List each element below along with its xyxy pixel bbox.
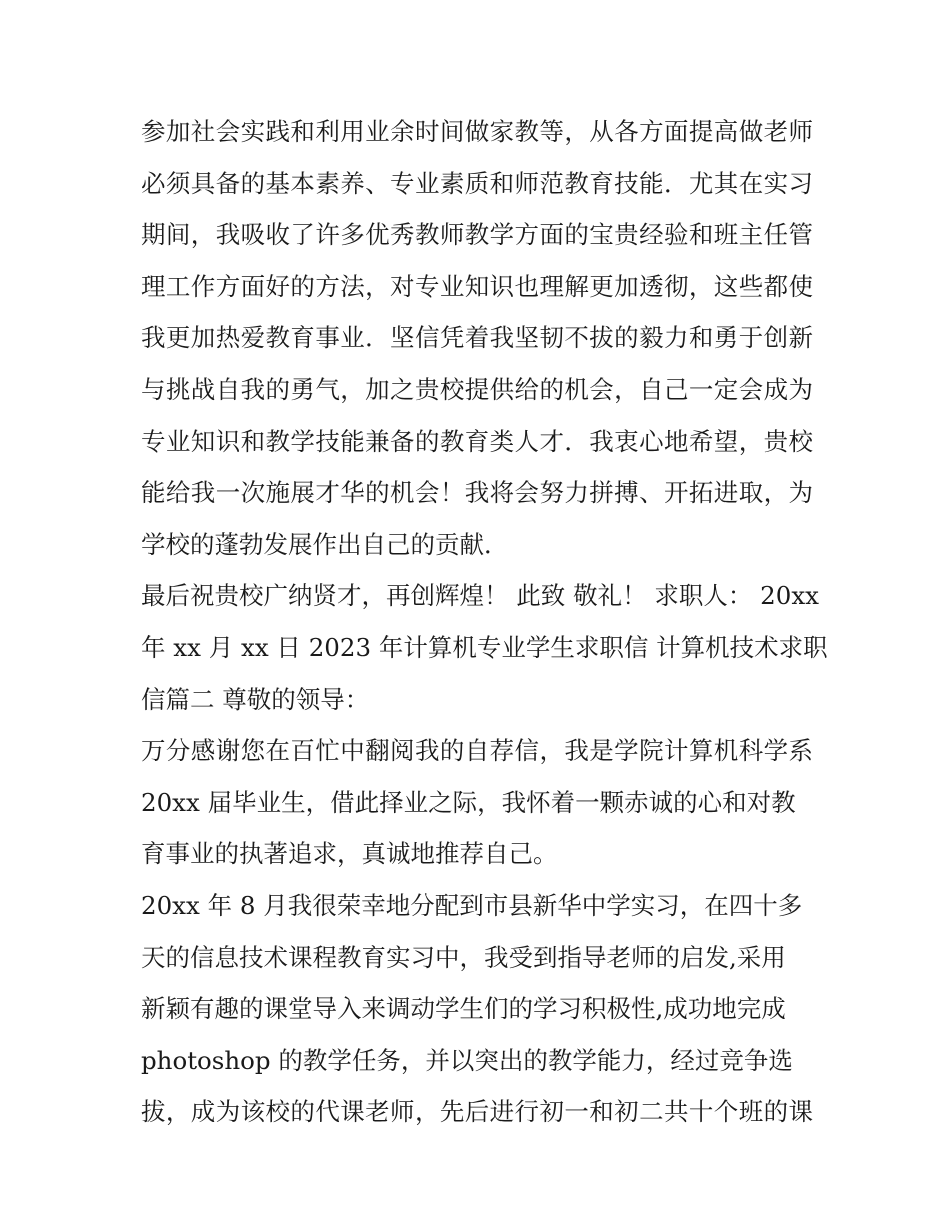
text-line: 育事业的执著追求，真诚地推荐自己。 [141,839,558,869]
text-line: 万分感谢您在百忙中翻阅我的自荐信，我是学院计算机科学系 [141,736,813,766]
text-line: 能给我一次施展才华的机会！我将会努力拼搏、开拓进取，为 [141,478,813,508]
text-line: 理工作方面好的方法，对专业知识也理解更加透彻，这些都使 [141,271,813,301]
text-line: 最后祝贵校广纳贤才，再创辉煌！ 此致 敬礼！ 求职人： 20xx [141,581,819,611]
text-line: 学校的蓬勃发展作出自己的贡献． [141,529,509,559]
text-line: 信篇二 尊敬的领导： [141,684,370,714]
text-line: 参加社会实践和利用业余时间做家教等，从各方面提高做老师 [141,117,813,146]
text-line: 我更加热爱教育事业．坚信凭着我坚韧不拔的毅力和勇于创新 [141,323,813,353]
text-line: 20xx 年 8 月我很荣幸地分配到市县新华中学实习，在四十多 [141,890,803,920]
text-line: 新颖有趣的课堂导入来调动学生们的学习积极性,成功地完成 [141,994,786,1024]
text-line: 与挑战自我的勇气，加之贵校提供给的机会，自己一定会成为 [141,374,813,404]
text-line: 期间，我吸收了许多优秀教师教学方面的宝贵经验和班主任管 [141,220,813,250]
text-line: 天的信息技术课程教育实习中，我受到指导老师的启发,采用 [141,942,786,972]
text-line: 拔，成为该校的代课老师，先后进行初一和初二共十个班的课 [141,1097,813,1127]
text-line: 年 xx 月 xx 日 2023 年计算机专业学生求职信 计算机技术求职 [141,632,828,662]
body-text [141,106,828,1138]
text-line: photoshop 的教学任务，并以突出的教学能力，经过竞争选 [141,1045,793,1075]
text-line: 20xx 届毕业生，借此择业之际，我怀着一颗赤诚的心和对教 [141,787,796,817]
text-line: 专业知识和教学技能兼备的教育类人才．我衷心地希望，贵校 [141,426,813,456]
text-line: 必须具备的基本素养、专业素质和师范教育技能．尤其在实习 [141,168,813,198]
